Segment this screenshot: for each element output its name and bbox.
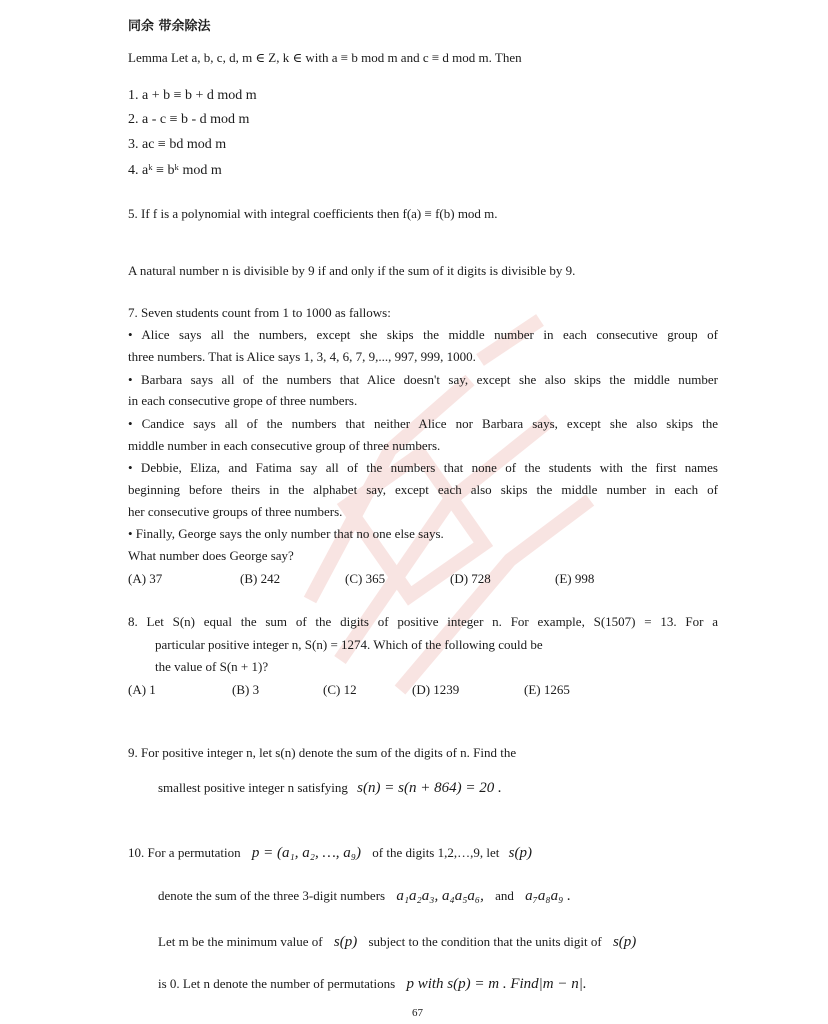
problem-10-text: is 0. Let n denote the number of permutations [158,976,396,991]
choice-c: (C) 12 [323,682,357,697]
choice-e: (E) 1265 [524,682,570,697]
problem-8-line: particular positive integer n, S(n) = 1274. Which of the following could be [155,637,543,652]
lemma-item-5: 5. If f is a polynomial with integral coefficients then f(a) ≡ f(b) mod m. [128,206,498,221]
problem-7-intro: 7. Seven students count from 1 to 1000 as fallows: [128,305,391,320]
choice-a: (A) 1 [128,682,156,697]
choice-a: (A) 37 [128,571,163,586]
problem-10-text: denote the sum of the three 3-digit numbers [158,888,386,903]
digit-numbers: a₇a₈a₉ . [525,888,571,904]
problem-9-line [158,780,502,796]
problem-10-text: of the digits 1,2,…,9, let [372,845,500,860]
problem-10-line [158,888,571,904]
lemma-item-3: 3. ac ≡ bd mod m [128,137,227,152]
problem-7-line: • Alice says all the numbers, except she skips the middle number in each consecutive group of [128,327,718,342]
problem-9-equation: s(n) = s(n + 864) = 20 . [357,780,502,796]
problem-10-text: and [495,888,514,903]
problem-7-line: • Debbie, Eliza, and Fatima say all of the numbers that none of the students with the first names [128,460,718,475]
sum-expression: s(p) [333,934,358,950]
problem-10-line [158,976,587,992]
page-number: 67 [412,1007,423,1019]
sum-expression: s(p) [612,934,637,950]
problem-10-text: subject to the condition that the units digit of [368,934,602,949]
sum-expression: s(p) [508,845,532,861]
choice-e: (E) 998 [555,571,595,586]
digit-numbers: a₁a₂a₃, a₄a₅a₆, [396,888,484,904]
problem-7-line: • Barbara says all of the numbers that Alice doesn't say, except she also skips the middle number [128,372,718,387]
choice-d: (D) 728 [450,571,491,586]
lemma-item-1: 1. a + b ≡ b + d mod m [128,88,257,103]
lemma-item-4: 4. aᵏ ≡ bᵏ mod m [128,163,222,178]
problem-9-line: 9. For positive integer n, let s(n) denote the sum of the digits of n. Find the [128,745,517,760]
final-expression: p with s(p) = m . Find|m − n|. [406,976,587,992]
problem-7-line: middle number in each consecutive group of three numbers. [128,438,441,453]
problem-8-line: 8. Let S(n) equal the sum of the digits of positive integer n. For example, S(1507) = 13. For a [128,614,718,629]
problem-10-text: 10. For a permutation [128,845,241,860]
choice-b: (B) 3 [232,682,260,697]
problem-7-line: • Finally, George says the only number that no one else says. [128,526,444,541]
permutation-expression: p = (a₁, a₂, …, a₉) [251,845,362,861]
choice-c: (C) 365 [345,571,386,586]
problem-7-line: in each consecutive grope of three numbers. [128,393,358,408]
problem-7-question: What number does George say? [128,548,294,563]
problem-7-line: • Candice says all of the numbers that neither Alice nor Barbara says, except she also skips the [128,416,718,431]
choice-d: (D) 1239 [412,682,460,697]
lemma-intro: Lemma Let a, b, c, d, m ∈ Z, k ∈ with a ≡ b mod m and c ≡ d mod m. Then [128,50,522,65]
problem-7-line: three numbers. That is Alice says 1, 3, 4, 6, 7, 9,..., 997, 999, 1000. [128,349,476,364]
lemma-item-2: 2. a - c ≡ b - d mod m [128,112,250,127]
problem-10-text: Let m be the minimum value of [158,934,323,949]
divisibility-rule: A natural number n is divisible by 9 if and only if the sum of it digits is divisible by 9. [128,263,576,278]
problem-7-line: her consecutive groups of three numbers. [128,504,343,519]
problem-10-line [128,845,532,861]
choice-b: (B) 242 [240,571,281,586]
section-title: 同余 带余除法 [128,19,211,34]
problem-10-line [158,934,636,950]
problem-7-line: beginning before theirs in the alphabet say, except each also skips the middle number in each of [128,482,718,497]
problem-9-text: smallest positive integer n satisfying [158,780,348,795]
problem-8-line: the value of S(n + 1)? [155,659,269,674]
